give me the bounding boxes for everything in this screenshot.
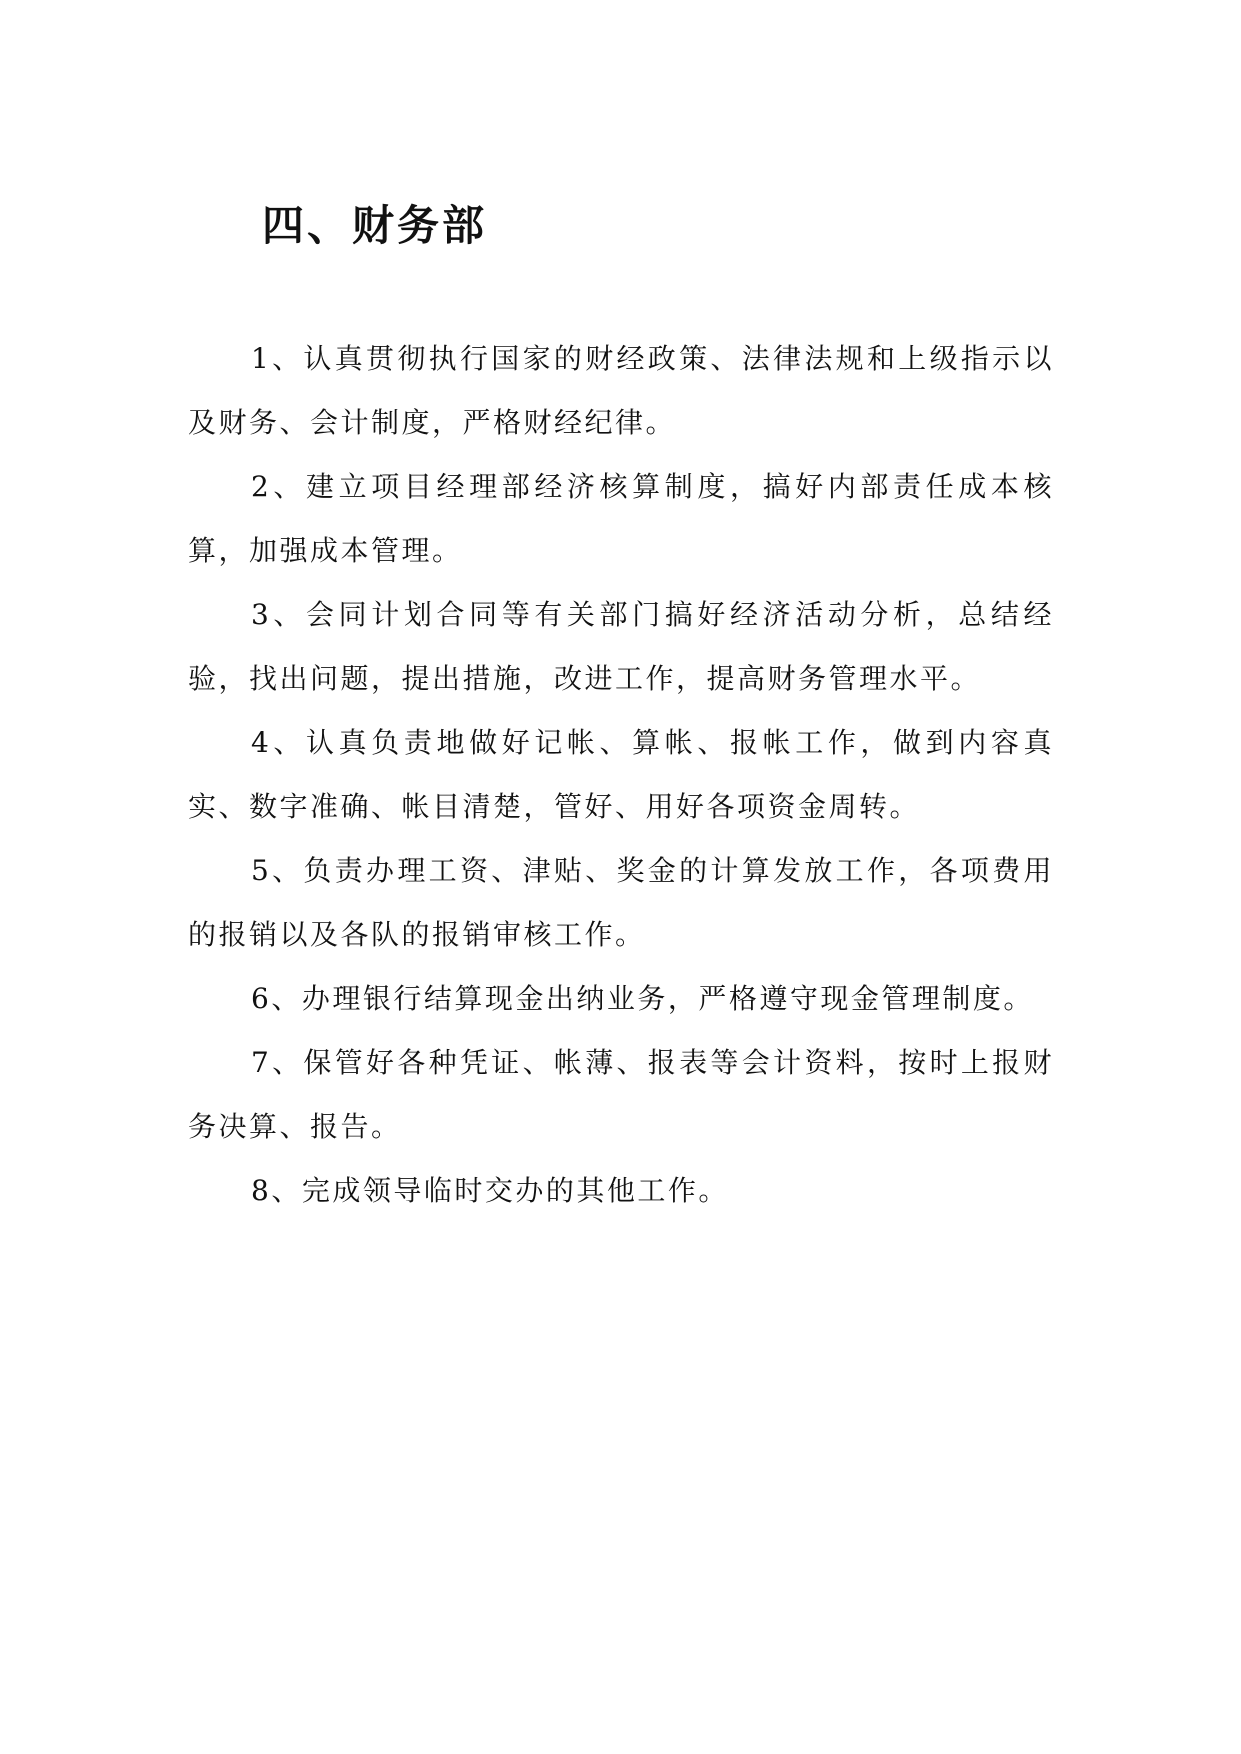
duty-item-2: 2、建立项目经理部经济核算制度，搞好内部责任成本核算，加强成本管理。 <box>188 470 1054 567</box>
duty-item-5: 5、负责办理工资、津贴、奖金的计算发放工作，各项费用的报销以及各队的报销审核工作。 <box>188 854 1054 951</box>
duty-item-6: 6、办理银行结算现金出纳业务，严格遵守现金管理制度。 <box>251 982 1034 1015</box>
section-title: 四、财务部 <box>262 201 488 250</box>
duty-item-4: 4、认真负责地做好记帐、算帐、报帐工作，做到内容真实、数字准确、帐目清楚，管好、用好各项资金周转。 <box>188 726 1054 823</box>
duty-list <box>188 327 1054 1223</box>
duty-item-3: 3、会同计划合同等有关部门搞好经济活动分析，总结经验，找出问题，提出措施，改进工作，提高财务管理水平。 <box>188 598 1054 695</box>
duty-item-1: 1、认真贯彻执行国家的财经政策、法律法规和上级指示以及财务、会计制度，严格财经纪律。 <box>188 342 1054 439</box>
duty-item-7: 7、保管好各种凭证、帐薄、报表等会计资料，按时上报财务决算、报告。 <box>188 1046 1054 1143</box>
duty-item-8: 8、完成领导临时交办的其他工作。 <box>251 1174 729 1207</box>
